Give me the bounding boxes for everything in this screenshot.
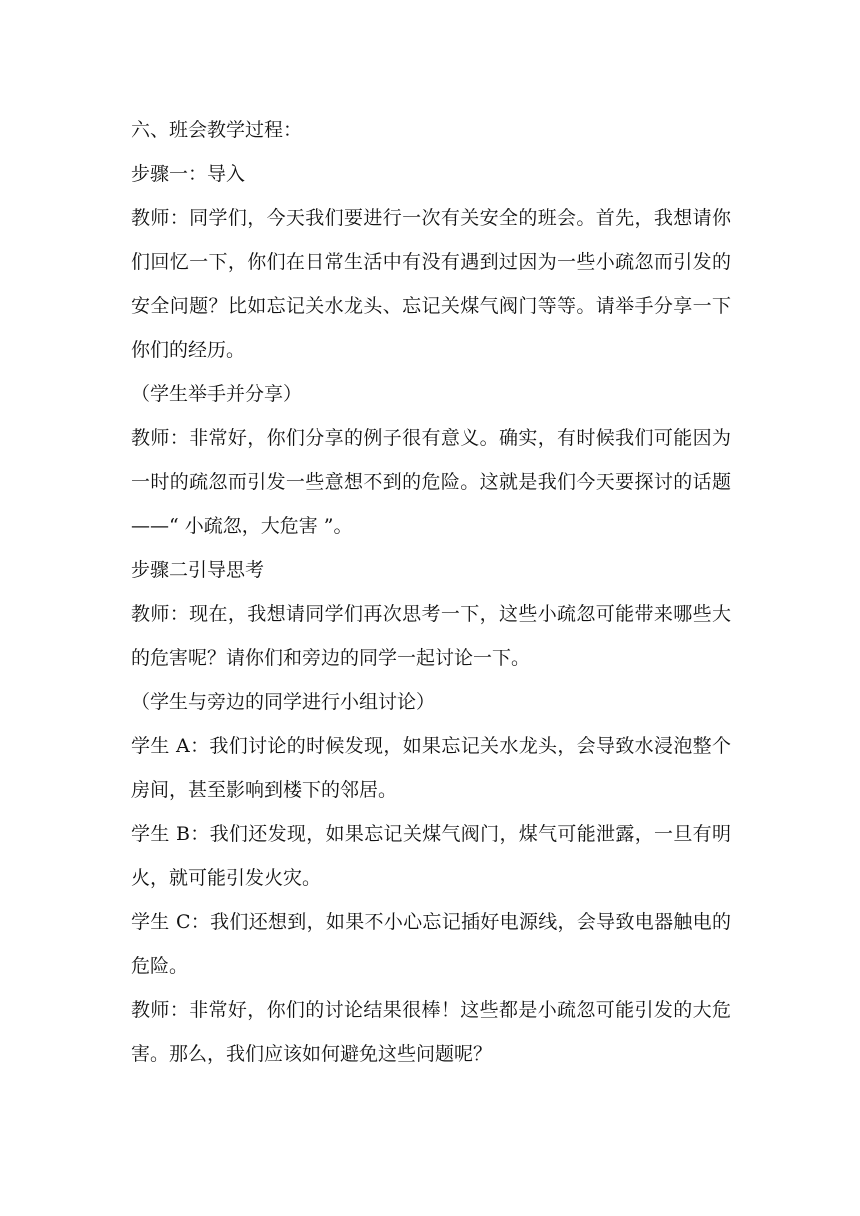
student-paragraph: 学生 C：我们还想到，如果不小心忘记插好电源线，会导致电器触电的危险。 [131, 911, 731, 977]
teacher-paragraph: 教师：非常好，你们的讨论结果很棒！这些都是小疏忽可能引发的大危害。那么，我们应该如何避免这些问题呢？ [131, 999, 731, 1065]
student-paragraph: 学生 A：我们讨论的时候发现，如果忘记关水龙头，会导致水浸泡整个房间，甚至影响到楼下的邻居。 [131, 735, 731, 801]
teacher-paragraph: 教师：同学们，今天我们要进行一次有关安全的班会。首先，我想请你们回忆一下，你们在日常生活中有没有遇到过因为一些小疏忽而引发的安全问题？比如忘记关水龙头、忘记关煤气阀门等等。请举手分享一下你们的经历。 [131, 207, 731, 361]
stage-direction: （学生举手并分享） [131, 383, 303, 405]
stage-direction: （学生与旁边的同学进行小组讨论） [131, 691, 436, 713]
student-paragraph: 学生 B：我们还发现，如果忘记关煤气阀门，煤气可能泄露，一旦有明火，就可能引发火灾。 [131, 823, 731, 889]
teacher-paragraph: 教师：现在，我想请同学们再次思考一下，这些小疏忽可能带来哪些大的危害呢？请你们和旁边的同学一起讨论一下。 [131, 603, 731, 669]
teacher-paragraph: 教师：非常好，你们分享的例子很有意义。确实，有时候我们可能因为一时的疏忽而引发一些意想不到的危险。这就是我们今天要探讨的话题——“ 小疏忽，大危害 ”。 [131, 427, 731, 537]
step-heading: 步骤二引导思考 [131, 559, 265, 581]
document-body [131, 108, 731, 1076]
section-heading: 六、班会教学过程： [131, 119, 303, 141]
step-heading: 步骤一：导入 [131, 163, 246, 185]
